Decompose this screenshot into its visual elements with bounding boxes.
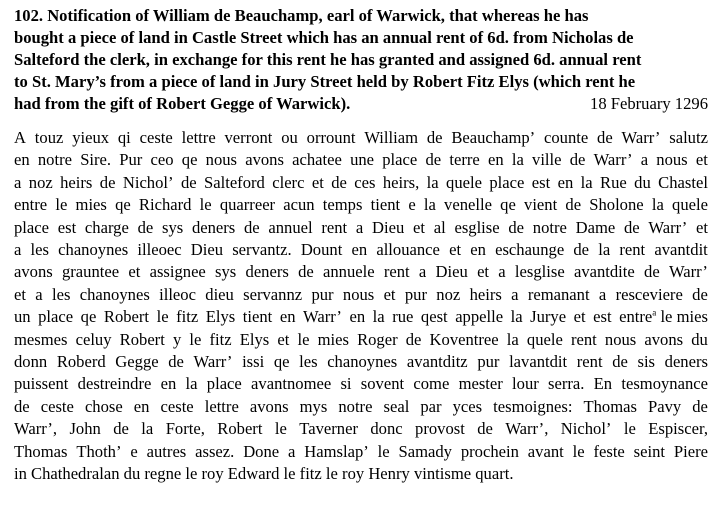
line-tail: le mies	[656, 307, 708, 327]
charter-line: mesmes celuy Robert y le fitz Elys et le mies Roger de Koventree la quele rent nous avons du	[14, 329, 708, 349]
heading-line-3: Salteford the clerk, in exchange for this rent he has granted and assigned 6d. annual rent	[14, 50, 642, 69]
charter-line: A touz yieux qi ceste lettre verront ou orrount William de Beauchamp’ counte de Warr’ salutz	[14, 128, 708, 147]
charter-line: un place qe Robert le fitz Elys tient en Warr’ en la rue qest appelle la Jurye et est entre$^a$ le mies	[14, 307, 708, 327]
heading-line-2: bought a piece of land in Castle Street which has an annual rent of 6d. from Nicholas de	[14, 28, 634, 47]
charter-line: en notre Sire. Pur ceo qe nous avons achatee une place de terre en la ville de Warr’ a nous et	[14, 150, 708, 170]
charter-line: Thomas Thoth’ e autres assez. Done a Hamslap’ le Samady prochein avant le feste seint Piere	[14, 441, 708, 461]
heading-line-5	[14, 93, 708, 115]
charter-text	[14, 127, 708, 486]
document-date: 18 February 1296	[590, 94, 708, 113]
charter-line: a noz heirs de Nichol’ de Salteford clerc et de ces heirs, la quele place est en la Rue du Chastel	[14, 172, 708, 192]
entry-heading	[14, 5, 708, 115]
charter-line: et a les chanoynes illeoc dieu servannz pur nous et pur noz heirs a remanant a resceviere de	[14, 284, 708, 304]
heading-line-1: 102. Notification of William de Beauchamp, earl of Warwick, that whereas he has	[14, 6, 589, 25]
heading-line-4: to St. Mary’s from a piece of land in Jury Street held by Robert Fitz Elys (which rent he	[14, 72, 636, 91]
charter-line: Warr’, John de la Forte, Robert le Taverner donc provost de Warr’, Nichol’ le Espiscer,	[14, 419, 708, 439]
footnote-marker: a	[652, 307, 657, 318]
charter-line: donn Roberd Gegge de Warr’ issi qe les chanoynes avantditz pur lavantdit rent de sis deners	[14, 352, 708, 372]
charter-line: a les chanoynes illeoec Dieu servantz. Dount en allouance et en eschaunge de la rent avantdit	[14, 240, 708, 260]
document-page	[14, 0, 708, 486]
charter-line: avons grauntee et assignee sys deners de annuele rent a Dieu et a lesglise avantdite de Warr’	[14, 262, 708, 282]
charter-line: entre le mies qe Richard le quarreer acun temps tient e la venelle qe vient de Sholone la quele	[14, 195, 708, 215]
charter-line: puissent destreindre en la place avantnomee si sovent come mester lour serra. En tesmoynance	[14, 374, 708, 394]
charter-line: place est charge de sys deners de annuel rent a Dieu et al esglise de notre Dame de Warr’ et	[14, 217, 708, 237]
heading-line-5-text: had from the gift of Robert Gegge of Warwick).	[14, 94, 351, 113]
charter-line: de ceste chose en ceste lettre avons mys notre seal par yces tesmoignes: Thomas Pavy de	[14, 396, 708, 416]
charter-line: in Chathedralan du regne le roy Edward le fitz le roy Henry vintisme quart.	[14, 464, 514, 484]
